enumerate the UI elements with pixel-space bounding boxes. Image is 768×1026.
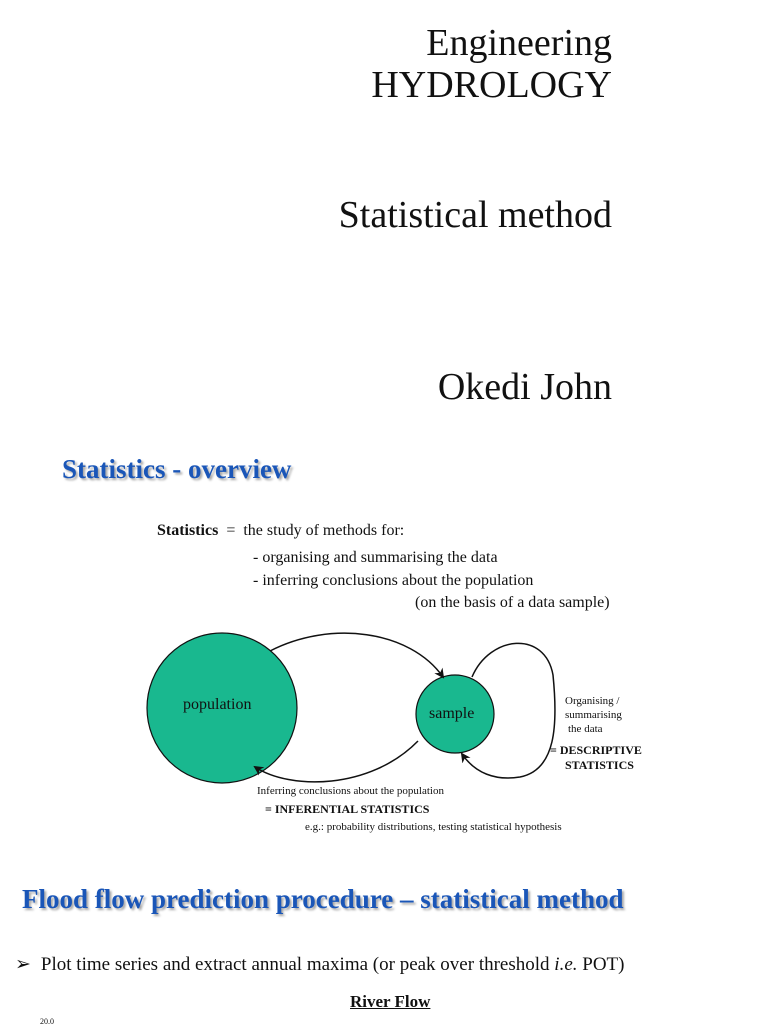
bullet-text-before: Plot time series and extract annual maxima (or peak over threshold [40, 954, 555, 975]
chart-caption-river-flow: River Flow [350, 992, 431, 1011]
axis-tick-fragment: 20.0 [40, 1017, 54, 1026]
statistics-diagram [0, 615, 768, 875]
heading-statistics-overview: Statistics - overview [62, 454, 292, 484]
heading-flood-flow: Flood flow prediction procedure – statistical method [22, 884, 624, 914]
inferential-note: Inferring conclusions about the population [257, 785, 444, 797]
definition-line [157, 522, 404, 540]
descriptive-result-line1: = DESCRIPTIVE [550, 743, 642, 757]
descriptive-result-line2: STATISTICS [565, 758, 634, 772]
subtitle-statistical-method: Statistical method [338, 194, 612, 236]
title-line-hydrology: HYDROLOGY [371, 64, 612, 106]
descriptive-note-line3: the data [568, 723, 603, 735]
definition-eq: = [226, 522, 236, 539]
definition-bullet-note: (on the basis of a data sample) [415, 594, 610, 611]
bullet-text-italic: i.e. [554, 954, 578, 975]
arrow-population-to-sample [270, 633, 443, 677]
population-label: population [183, 696, 252, 713]
bullet-arrow-icon: ➢ [15, 954, 31, 975]
inferential-result: = INFERENTIAL STATISTICS [265, 802, 430, 816]
inferential-example: e.g.: probability distributions, testing statistical hypothesis [305, 821, 562, 833]
bullet-text-after: POT) [577, 954, 625, 975]
definition-text: the study of methods for: [243, 522, 405, 539]
descriptive-note-line2: summarising [565, 709, 622, 721]
sample-label: sample [429, 705, 475, 722]
descriptive-note-line1: Organising / [565, 695, 620, 707]
definition-term: Statistics [157, 522, 219, 539]
definition-bullet-inferring: - inferring conclusions about the population [253, 572, 534, 589]
title-line-engineering: Engineering [426, 22, 612, 64]
definition-bullet-organising: - organising and summarising the data [253, 549, 498, 566]
author-name: Okedi John [437, 366, 612, 408]
bullet-plot-time-series [15, 953, 625, 976]
